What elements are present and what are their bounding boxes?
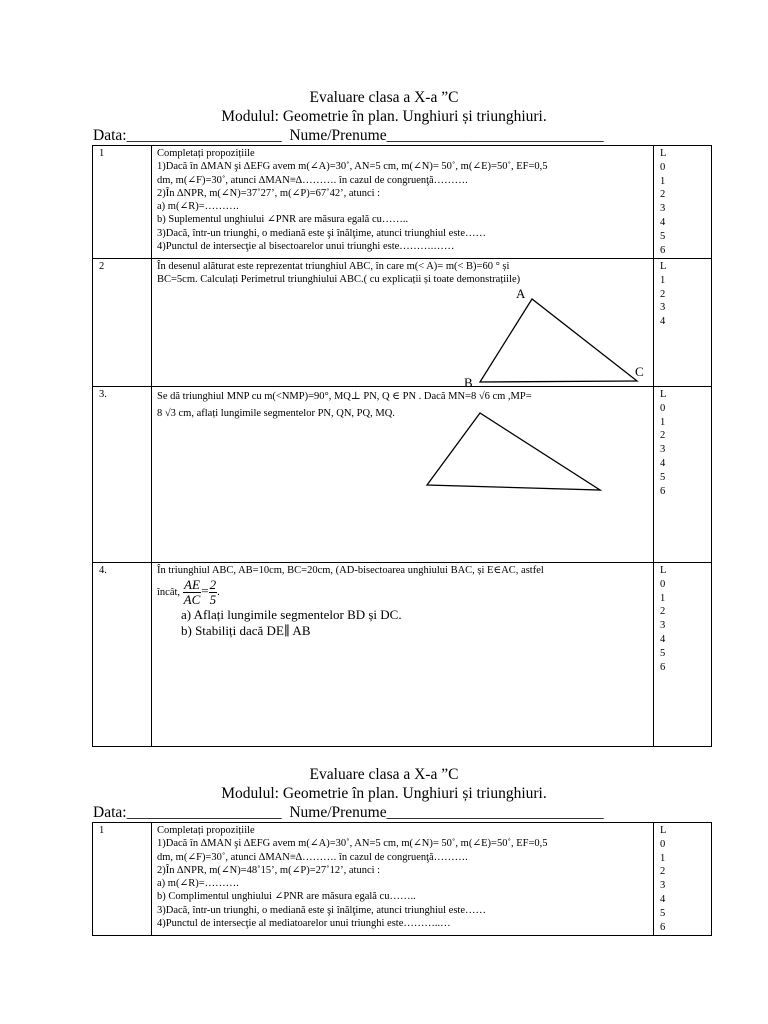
score-label: 5 xyxy=(660,230,666,242)
score-label: 0 xyxy=(660,161,666,173)
score-label: 4 xyxy=(660,216,666,228)
score-label: 3 xyxy=(660,444,666,456)
score-column xyxy=(654,259,712,387)
score-label: 1 xyxy=(660,416,666,428)
score-label: 3 xyxy=(660,620,666,632)
row-number: 1 xyxy=(93,146,152,259)
score-label: 2 xyxy=(660,866,666,878)
content-line: În desenul alăturat este reprezentat triunghiul ABC, în care m(< A)= m(< B)=60 ° și xyxy=(157,261,510,272)
score-label: 1 xyxy=(660,175,666,187)
subquestion-b: b) Stabiliți dacă DE∥ AB xyxy=(181,623,311,639)
score-label: 6 xyxy=(660,921,666,933)
content-line: 1)Dacă în ∆MAN şi ∆EFG avem m(∠A)=30˚, AN=5 cm, m(∠N)= 50˚, m(∠E)=50˚, EF=0,5 xyxy=(157,161,548,173)
row-number: 4. xyxy=(93,563,152,747)
score-label: 0 xyxy=(660,838,666,850)
row-number: 1 xyxy=(93,823,152,936)
score-label: L xyxy=(660,825,667,836)
content-line: 3)Dacă, într-un triunghi, o mediană este şi înălţime, atunci triunghiul este…… xyxy=(157,227,486,239)
score-label: L xyxy=(660,261,667,272)
score-label: 4 xyxy=(660,633,666,645)
sheet1-title: Evaluare clasa a X-a ”C xyxy=(309,89,459,106)
sheet2-title: Evaluare clasa a X-a ”C xyxy=(309,766,459,783)
score-label: 3 xyxy=(660,302,666,314)
score-column xyxy=(654,563,712,747)
score-label: 2 xyxy=(660,288,666,300)
content-line: 4)Punctul de intersecţie al bisectoarelor unui triunghi este……….…… xyxy=(157,241,455,253)
score-label: 4 xyxy=(660,316,666,328)
subquestion-a: a) Aflați lungimile segmentelor BD și DC. xyxy=(181,607,402,623)
row-content xyxy=(152,387,654,563)
row-content xyxy=(152,563,654,747)
fraction-denominator: AC xyxy=(183,592,201,608)
score-label: L xyxy=(660,389,667,400)
content-line: a) m(∠R)=………. xyxy=(157,878,239,890)
vertex-label-c: C xyxy=(635,364,644,379)
score-label: 5 xyxy=(660,907,666,919)
score-label: 1 xyxy=(660,592,666,604)
score-label: 5 xyxy=(660,471,666,483)
vertex-label-b: B xyxy=(464,375,473,387)
score-label: 6 xyxy=(660,485,666,497)
equals-sign: = xyxy=(201,583,209,599)
fraction-numerator: 2 xyxy=(209,577,217,593)
score-label: 4 xyxy=(660,457,666,469)
content-line: 3)Dacă, într-un triunghi, o mediană este şi înălţime, atunci triunghiul este…… xyxy=(157,904,486,916)
sheet1-module: Modulul: Geometrie în plan. Unghiuri și triunghiuri. xyxy=(221,108,547,125)
score-column xyxy=(654,146,712,259)
fraction-prefix: încât, xyxy=(157,587,181,599)
fraction-denominator: 5 xyxy=(209,592,217,608)
content-line: a) m(∠R)=………. xyxy=(157,201,239,213)
sheet1-data-line: Data:____________________ Nume/Prenume____________________________ xyxy=(93,127,604,144)
fraction-suffix: . xyxy=(217,587,220,599)
fraction-ae-ac xyxy=(183,578,202,607)
score-label: 1 xyxy=(660,274,666,286)
content-line: Completați propozițiile xyxy=(157,825,255,836)
content-line: dm, m(∠F)=30˚, atunci ∆MAN≡∆………. în cazul de congruenţă………. xyxy=(157,851,468,863)
content-line: 2)În ∆NPR, m(∠N)=37˚27’, m(∠P)=67˚42’, atunci : xyxy=(157,187,381,199)
score-label: 6 xyxy=(660,661,666,673)
score-label: 6 xyxy=(660,244,666,256)
row-number: 2 xyxy=(93,259,152,387)
score-label: 0 xyxy=(660,402,666,414)
sheet1-row-2 xyxy=(93,259,712,387)
score-label: 4 xyxy=(660,893,666,905)
score-column xyxy=(654,823,712,936)
sheet1-row-1 xyxy=(93,146,712,259)
score-label: 1 xyxy=(660,852,666,864)
score-label: 2 xyxy=(660,430,666,442)
content-line: Completați propozițiile xyxy=(157,148,255,159)
score-label: 5 xyxy=(660,647,666,659)
score-label: L xyxy=(660,565,667,576)
sheet2-module: Modulul: Geometrie în plan. Unghiuri și triunghiuri. xyxy=(221,785,547,802)
content-line: 8 √3 cm, aflați lungimile segmentelor PN, QN, PQ, MQ. xyxy=(157,408,395,420)
row-content xyxy=(152,259,654,387)
fraction-two-fifths xyxy=(209,578,218,607)
score-label: 0 xyxy=(660,578,666,590)
content-line: 1)Dacă în ∆MAN şi ∆EFG avem m(∠A)=30˚, AN=5 cm, m(∠N)= 50˚, m(∠E)=50˚, EF=0,5 xyxy=(157,838,548,850)
triangle-mnp-diagram xyxy=(422,407,602,497)
content-line: b) Suplementul unghiului ∠PNR are măsura egală cu…….. xyxy=(157,214,409,226)
score-label: 2 xyxy=(660,606,666,618)
score-label: L xyxy=(660,148,667,159)
score-label: 2 xyxy=(660,189,666,201)
row-number: 3. xyxy=(93,387,152,563)
content-line: În triunghiul ABC, AB=10cm, BC=20cm, (AD-bisectoarea unghiului BAC, și E∈AC, astfel xyxy=(157,565,544,576)
sheet2-table xyxy=(92,822,712,936)
vertex-label-a: A xyxy=(516,287,526,301)
triangle-abc-diagram xyxy=(462,287,662,387)
sheet1-row-4 xyxy=(93,563,712,747)
row-content xyxy=(152,823,654,936)
score-column xyxy=(654,387,712,563)
score-label: 3 xyxy=(660,880,666,892)
sheet2-row-1 xyxy=(93,823,712,936)
content-line: b) Complimentul unghiului ∠PNR are măsura egală cu…….. xyxy=(157,891,416,903)
sheet2-data-line: Data:____________________ Nume/Prenume____________________________ xyxy=(93,804,604,821)
content-line: 4)Punctul de intersecţie al mediatoarelor unui triunghi este………..… xyxy=(157,918,451,930)
content-line: BC=5cm. Calculați Perimetrul triunghiului ABC.( cu explicații și toate demonstrațiile) xyxy=(157,274,521,286)
sheet1-row-3 xyxy=(93,387,712,563)
row-content xyxy=(152,146,654,259)
fraction-numerator: AE xyxy=(184,577,200,593)
content-line: Se dă triunghiul MNP cu m(<NMP)=90°, MQ⊥ PN, Q ∈ PN . Dacă MN=8 √6 cm ,MP= xyxy=(157,391,532,402)
sheet1-table xyxy=(92,145,712,747)
content-line: dm, m(∠F)=30˚, atunci ∆MAN≡∆………. în cazul de congruenţă………. xyxy=(157,174,468,186)
content-line-fraction xyxy=(157,578,649,607)
score-label: 3 xyxy=(660,203,666,215)
content-line: 2)În ∆NPR, m(∠N)=48˚15’, m(∠P)=27˚12’, atunci : xyxy=(157,864,381,876)
